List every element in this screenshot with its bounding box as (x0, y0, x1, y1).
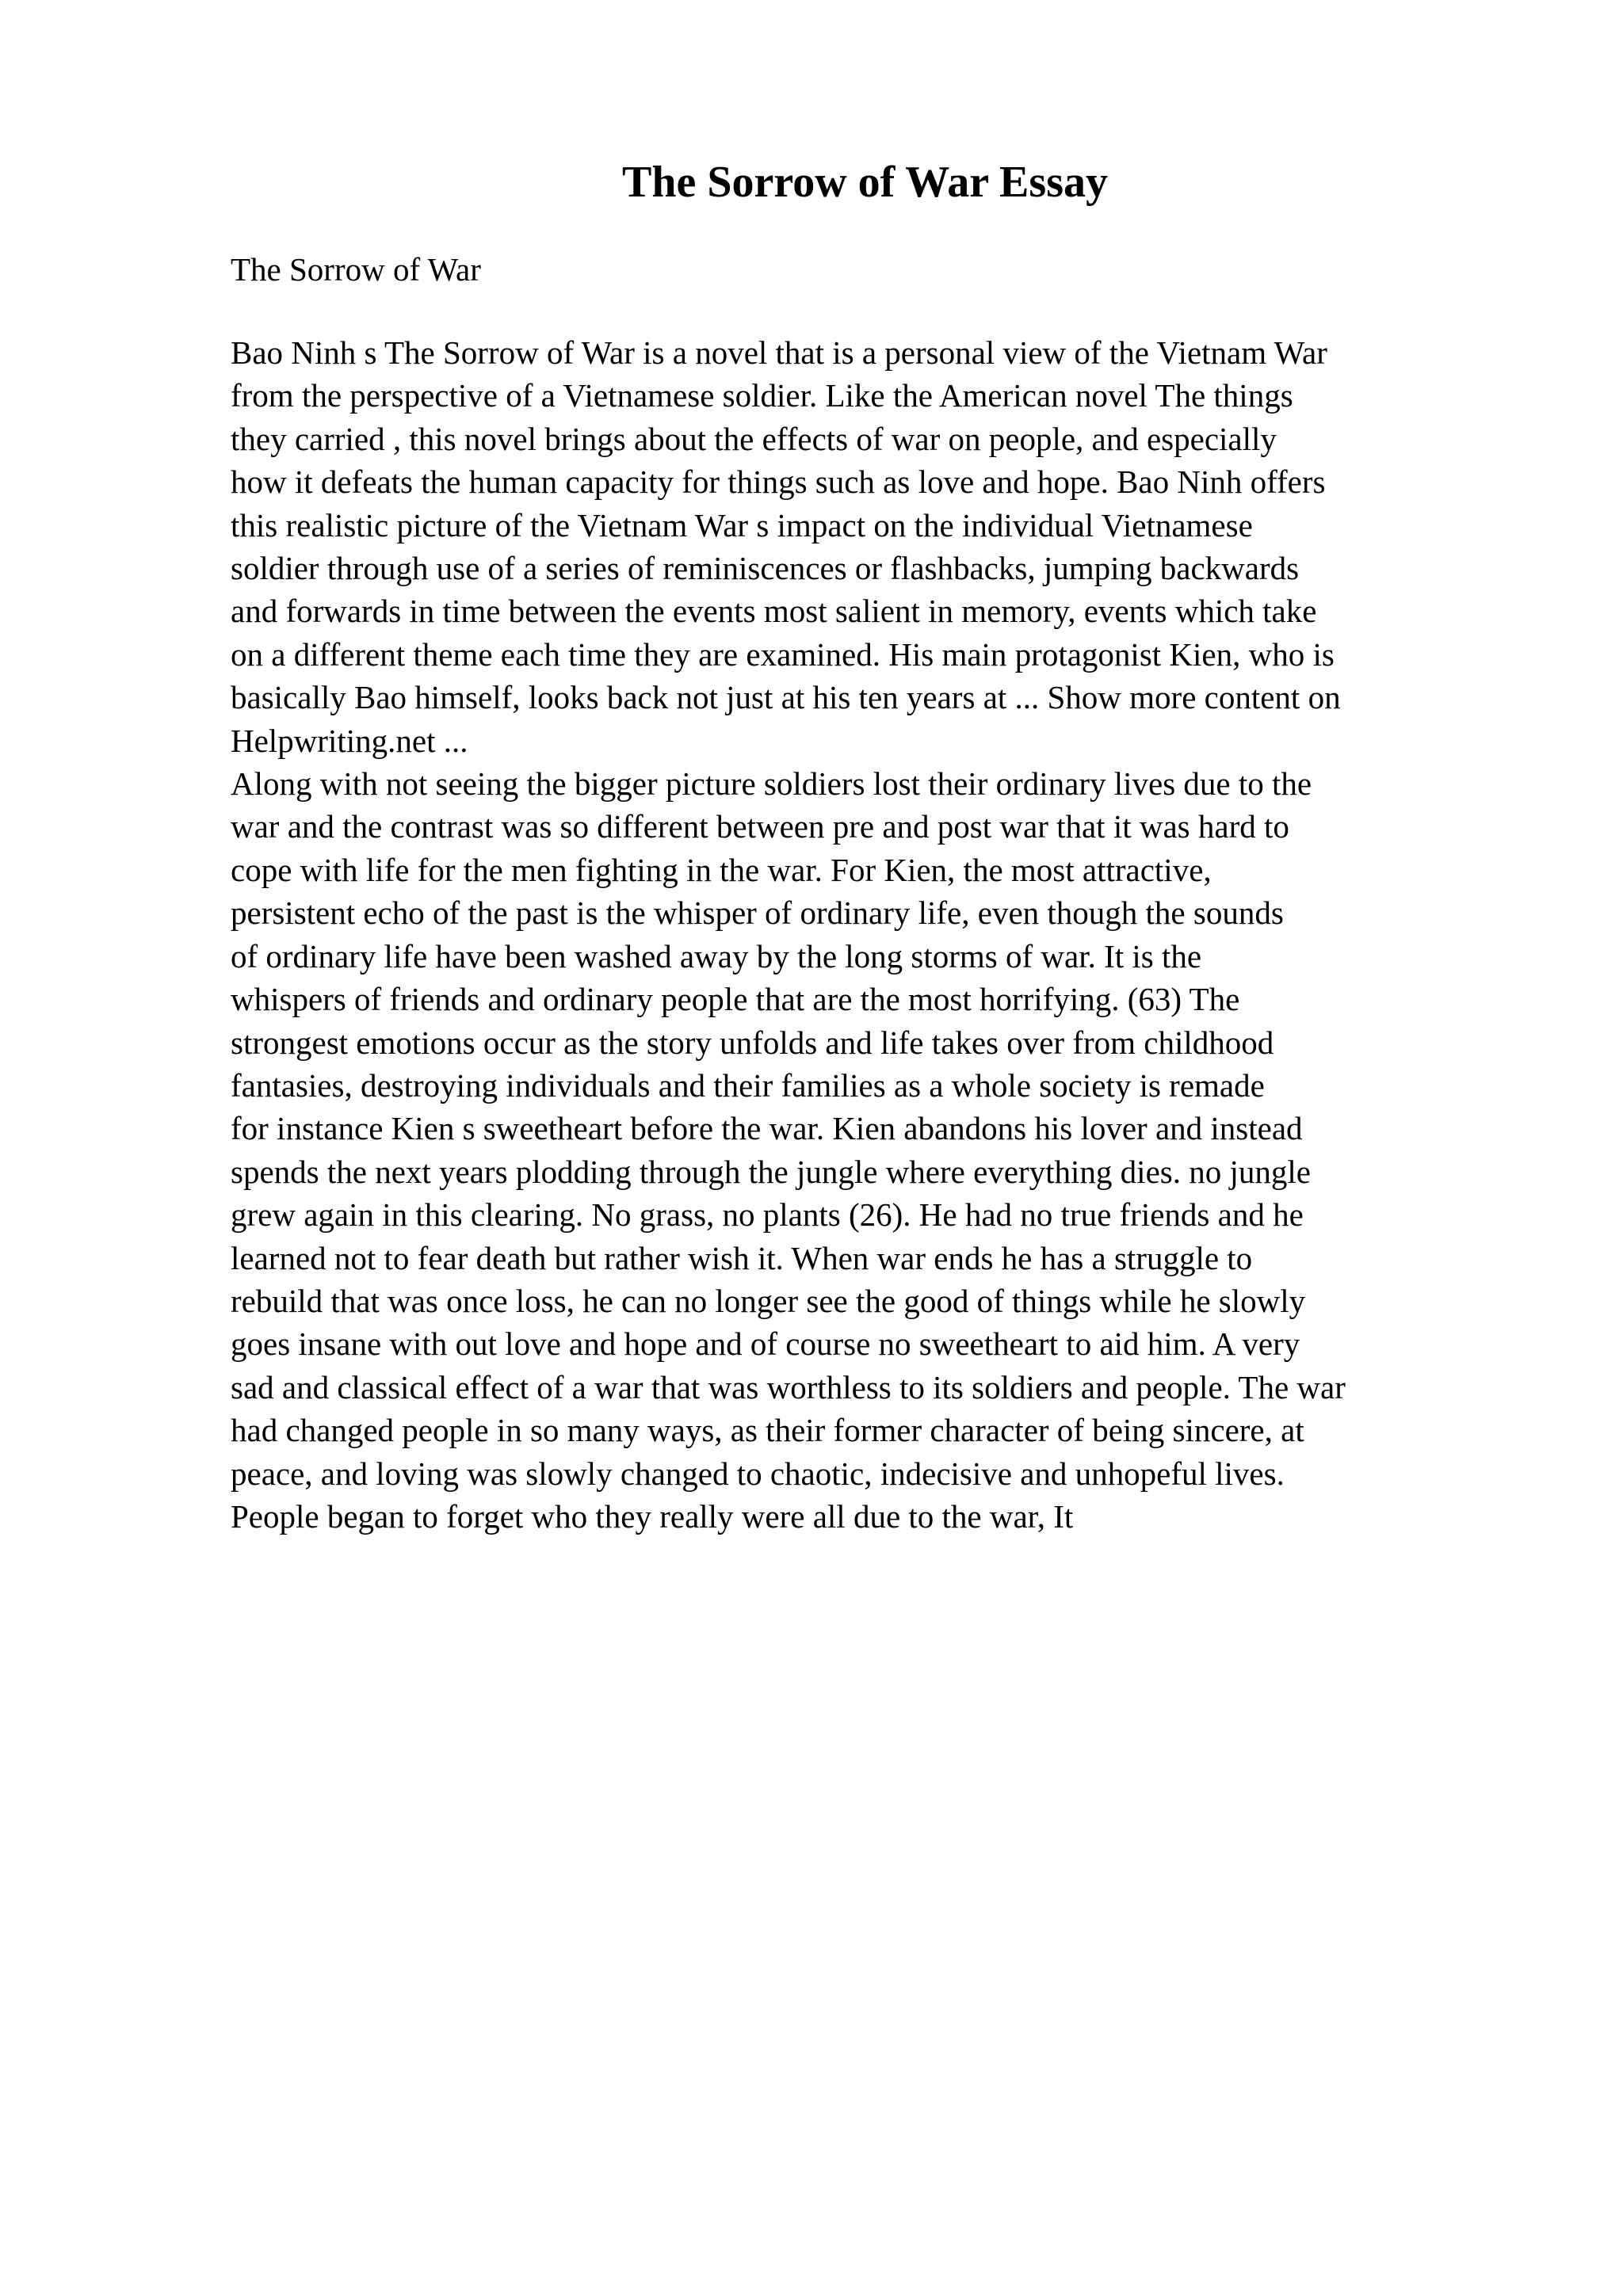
essay-line: they carried , this novel brings about the effects of war on people, and especially (231, 420, 1277, 457)
essay-line: spends the next years plodding through the jungle where everything dies. no jungle (231, 1153, 1311, 1190)
essay-line: People began to forget who they really were all due to the war, It (231, 1497, 1074, 1535)
essay-line: had changed people in so many ways, as their former character of being sincere, at (231, 1412, 1304, 1449)
essay-line: this realistic picture of the Vietnam War s impact on the individual Vietnamese (231, 506, 1253, 543)
essay-line: rebuild that was once loss, he can no longer see the good of things while he slowly (231, 1282, 1306, 1319)
essay-line: grew again in this clearing. No grass, no plants (26). He had no true friends and he (231, 1196, 1304, 1234)
essay-body (231, 331, 1514, 1538)
document-title: The Sorrow of War Essay (622, 158, 1108, 207)
essay-line: learned not to fear death but rather wish it. When war ends he has a struggle to (231, 1239, 1253, 1276)
essay-line: cope with life for the men fighting in the war. For Kien, the most attractive, (231, 851, 1212, 888)
essay-line: for instance Kien s sweetheart before the war. Kien abandons his lover and instead (231, 1110, 1303, 1147)
document-subtitle: The Sorrow of War (231, 251, 481, 288)
essay-line: war and the contrast was so different between pre and post war that it was hard to (231, 808, 1289, 845)
essay-line: Bao Ninh s The Sorrow of War is a novel that is a personal view of the Vietnam War (231, 334, 1327, 371)
essay-line: goes insane with out love and hope and of course no sweetheart to aid him. A very (231, 1325, 1300, 1363)
essay-line: from the perspective of a Vietnamese soldier. Like the American novel The things (231, 377, 1293, 414)
essay-line: of ordinary life have been washed away by the long storms of war. It is the (231, 937, 1202, 974)
essay-line: fantasies, destroying individuals and their families as a whole society is remade (231, 1066, 1265, 1104)
essay-line: whispers of friends and ordinary people that are the most horrifying. (63) The (231, 981, 1240, 1018)
essay-line: how it defeats the human capacity for things such as love and hope. Bao Ninh offers (231, 463, 1326, 501)
essay-line: strongest emotions occur as the story unfolds and life takes over from childhood (231, 1024, 1274, 1061)
essay-line: persistent echo of the past is the whisper of ordinary life, even though the sounds (231, 894, 1284, 932)
essay-line: soldier through use of a series of reminiscences or flashbacks, jumping backwards (231, 550, 1300, 587)
essay-line: Helpwriting.net ... (231, 722, 468, 759)
essay-line: peace, and loving was slowly changed to chaotic, indecisive and unhopeful lives. (231, 1455, 1285, 1492)
essay-line: basically Bao himself, looks back not just at his ten years at ... Show more content on (231, 679, 1341, 716)
essay-line: Along with not seeing the bigger picture soldiers lost their ordinary lives due to the (231, 765, 1312, 803)
essay-line: sad and classical effect of a war that was worthless to its soldiers and people. The war (231, 1368, 1346, 1405)
essay-line: on a different theme each time they are examined. His main protagonist Kien, who is (231, 635, 1335, 673)
essay-line: and forwards in time between the events most salient in memory, events which take (231, 593, 1317, 630)
